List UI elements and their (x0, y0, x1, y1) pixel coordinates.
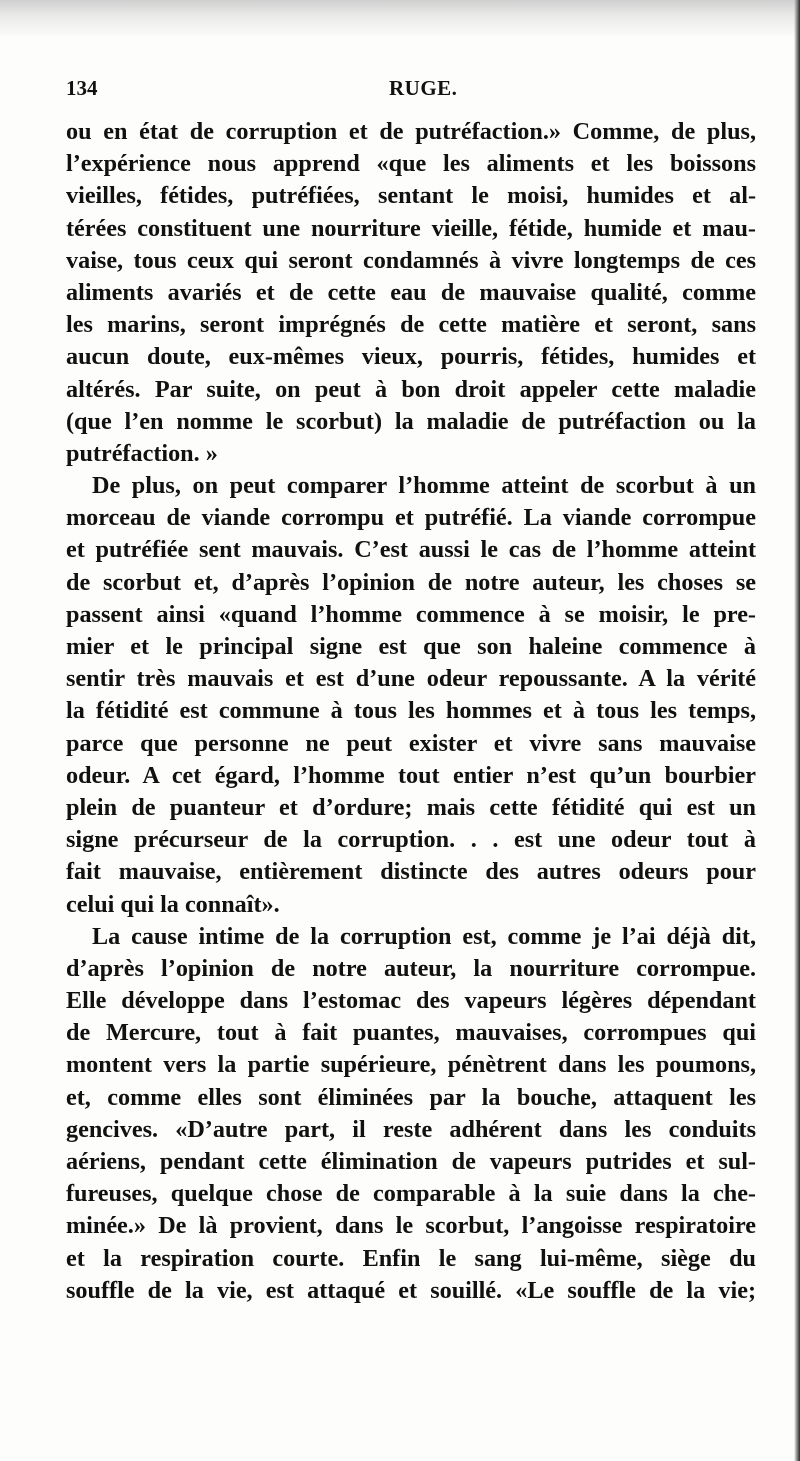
text-line: sentir très mauvais et est d’une odeur repoussante. A la vérité (66, 665, 756, 693)
text-line: fait mauvaise, entièrement distincte des autres odeurs pour (66, 858, 756, 886)
text-line: vieilles, fétides, putréfiées, sentant le moisi, humides et al- (66, 182, 756, 210)
paragraph-start-line: De plus, on peut comparer l’homme atteint de scorbut à un (92, 472, 756, 500)
text-line: d’après l’opinion de notre auteur, la nourriture corrompue. (66, 954, 756, 982)
text-line: et la respiration courte. Enfin le sang lui-même, siège du (66, 1244, 756, 1272)
body-text (66, 116, 756, 1307)
text-line: l’expérience nous apprend «que les aliments et les boissons (66, 150, 756, 178)
text-line: morceau de viande corrompu et putréfié. La viande corrompue (66, 504, 756, 532)
text-line: celui qui la connaît». (66, 890, 280, 918)
text-line: minée.» De là provient, dans le scorbut, l’angoisse respiratoire (66, 1212, 756, 1240)
text-line: passent ainsi «quand l’homme commence à se moisir, le pre- (66, 600, 756, 628)
scan-top-edge (0, 0, 800, 38)
text-line: signe précurseur de la corruption. . . est une odeur tout à (66, 826, 756, 854)
running-title: RUGE. (389, 76, 458, 100)
text-line: aucun doute, eux-mêmes vieux, pourris, fétides, humides et (66, 343, 756, 371)
text-line: gencives. «D’autre part, il reste adhérent dans les conduits (66, 1115, 756, 1143)
text-line: parce que personne ne peut exister et vivre sans mauvaise (66, 729, 756, 757)
running-head (66, 76, 736, 104)
text-line: et putréfiée sent mauvais. C’est aussi le cas de l’homme atteint (66, 536, 756, 564)
scan-right-edge (794, 0, 800, 1461)
text-line: fureuses, quelque chose de comparable à la suie dans la che- (66, 1180, 756, 1208)
paragraph-start-line: La cause intime de la corruption est, comme je l’ai déjà dit, (92, 922, 756, 950)
text-line: ou en état de corruption et de putréfaction.» Comme, de plus, (66, 118, 756, 145)
text-line: (que l’en nomme le scorbut) la maladie de putréfaction ou la (66, 407, 756, 435)
text-line: altérés. Par suite, on peut à bon droit appeler cette maladie (66, 375, 756, 403)
text-line: et, comme elles sont éliminées par la bouche, attaquent les (66, 1083, 756, 1111)
page-number: 134 (66, 76, 98, 100)
text-line: térées constituent une nourriture vieille, fétide, humide et mau- (66, 214, 756, 242)
text-line: vaise, tous ceux qui seront condamnés à vivre longtemps de ces (66, 246, 756, 274)
text-line: la fétidité est commune à tous les hommes et à tous les temps, (66, 697, 756, 725)
text-line: putréfaction. » (66, 439, 218, 467)
text-line: les marins, seront imprégnés de cette matière et seront, sans (66, 311, 756, 339)
text-line: souffle de la vie, est attaqué et souillé. «Le souffle de la vie; (66, 1276, 756, 1304)
text-line: montent vers la partie supérieure, pénètrent dans les poumons, (66, 1051, 756, 1079)
text-line: odeur. A cet égard, l’homme tout entier n’est qu’un bourbier (66, 761, 756, 789)
text-line: aériens, pendant cette élimination de vapeurs putrides et sul- (66, 1148, 756, 1175)
text-line: de Mercure, tout à fait puantes, mauvaises, corrompues qui (66, 1019, 756, 1047)
text-line: aliments avariés et de cette eau de mauvaise qualité, comme (66, 278, 756, 306)
text-line: mier et le principal signe est que son haleine commence à (66, 633, 756, 660)
text-line: de scorbut et, d’après l’opinion de notre auteur, les choses se (66, 568, 756, 596)
text-line: Elle développe dans l’estomac des vapeurs légères dépendant (66, 987, 756, 1015)
text-line: plein de puanteur et d’ordure; mais cette fétidité qui est un (66, 793, 756, 821)
